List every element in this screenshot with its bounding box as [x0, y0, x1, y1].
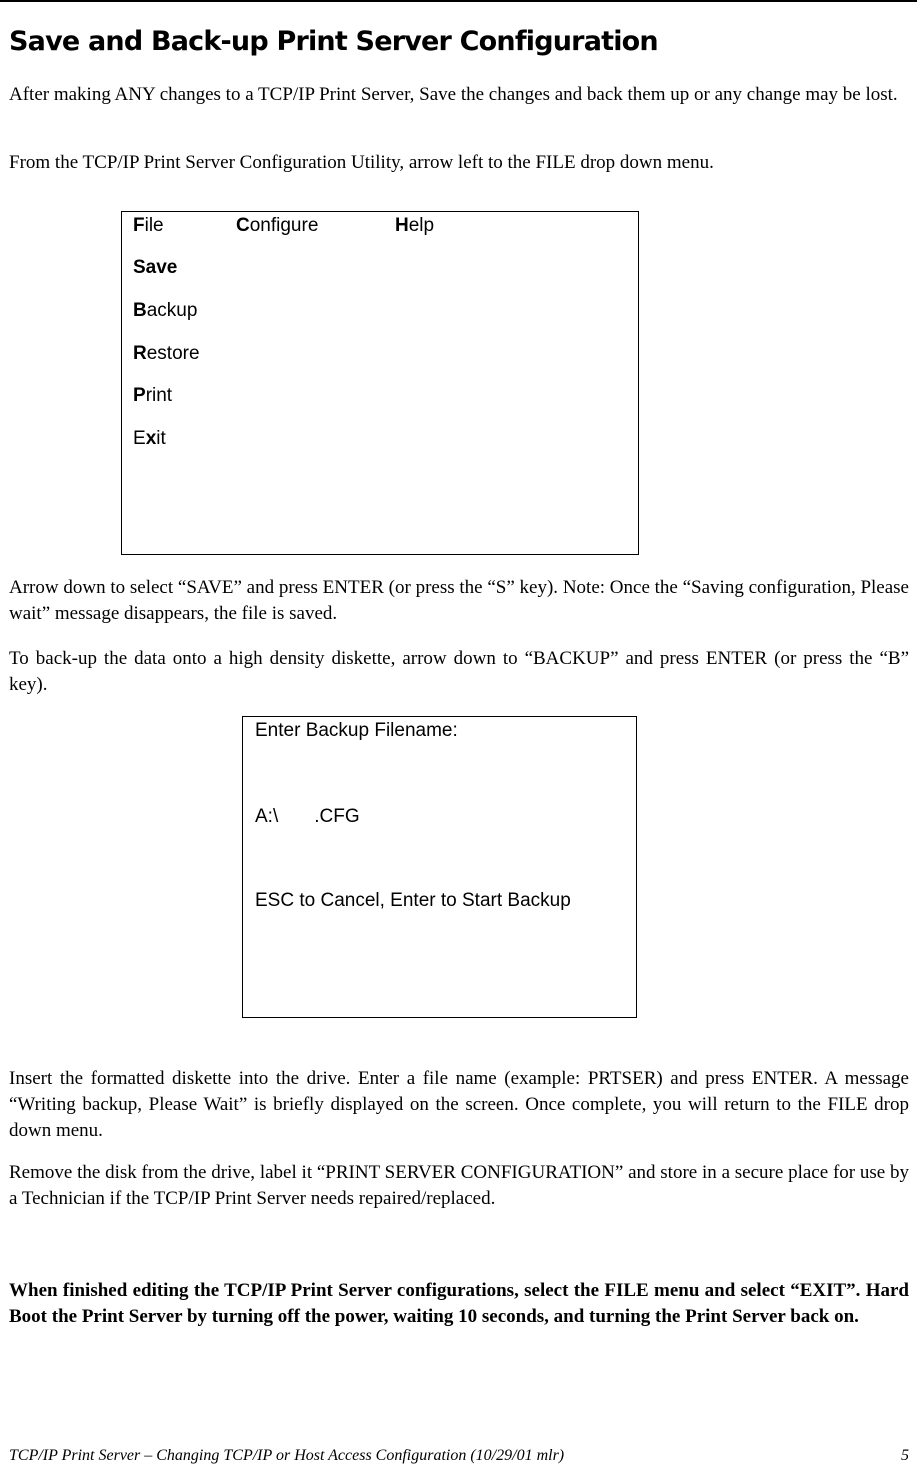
backup-prompt: Enter Backup Filename: — [255, 720, 458, 741]
menu-help[interactable]: Help — [395, 215, 435, 236]
paragraph-file-menu: From the TCP/IP Print Server Configuration Utility, arrow left to the FILE drop down menu. — [9, 152, 714, 173]
footer-text: TCP/IP Print Server – Changing TCP/IP or Host Access Configuration (10/29/01 mlr) — [9, 1447, 565, 1464]
paragraph-save: Arrow down to select “SAVE” and press ENTER (or press the “S” key). Note: Once the “Saving configuration, Please wait” message disappears, the file is saved. — [9, 577, 909, 624]
extension-label: .CFG — [314, 806, 360, 827]
menu-item-save[interactable]: Save — [133, 257, 178, 278]
top-rule — [0, 0, 917, 2]
menu-item-restore[interactable]: Restore — [133, 343, 200, 364]
paragraph-intro: After making ANY changes to a TCP/IP Print Server, Save the changes and back them up or any change may be lost. — [9, 84, 898, 105]
backup-filename-field[interactable] — [255, 806, 360, 828]
paragraph-label-disk: Remove the disk from the drive, label it “PRINT SERVER CONFIGURATION” and store in a secure place for use by a Technician if the TCP/IP Print Server needs repaired/replaced. — [9, 1162, 909, 1209]
menu-item-exit[interactable]: Exit — [133, 428, 166, 449]
paragraph-insert-diskette: Insert the formatted diskette into the drive. Enter a file name (example: PRTSER) and press ENTER. A message “Writing backup, Please Wait” is briefly displayed on the screen. Once complete, you will return to the FILE drop down menu. — [9, 1068, 909, 1141]
menu-file[interactable]: File — [133, 215, 164, 236]
paragraph-backup: To back-up the data onto a high density diskette, arrow down to “BACKUP” and press ENTER (or press the “B” key). — [9, 648, 909, 695]
page-title: Save and Back-up Print Server Configuration — [9, 26, 658, 57]
file-menu-screen — [121, 211, 639, 555]
paragraph-finish: When finished editing the TCP/IP Print Server configurations, select the FILE menu and select “EXIT”. Hard Boot the Print Server by turning off the power, waiting 10 seconds, and turning the Print Server back on. — [9, 1280, 909, 1327]
backup-instructions: ESC to Cancel, Enter to Start Backup — [255, 890, 571, 911]
drive-label: A:\ — [255, 806, 279, 827]
page-footer — [9, 1447, 909, 1465]
menu-item-print[interactable]: Print — [133, 385, 173, 406]
menu-configure[interactable]: Configure — [236, 215, 319, 236]
page-number: 5 — [901, 1447, 909, 1464]
menu-item-backup[interactable]: Backup — [133, 300, 198, 321]
backup-dialog — [242, 716, 637, 1018]
